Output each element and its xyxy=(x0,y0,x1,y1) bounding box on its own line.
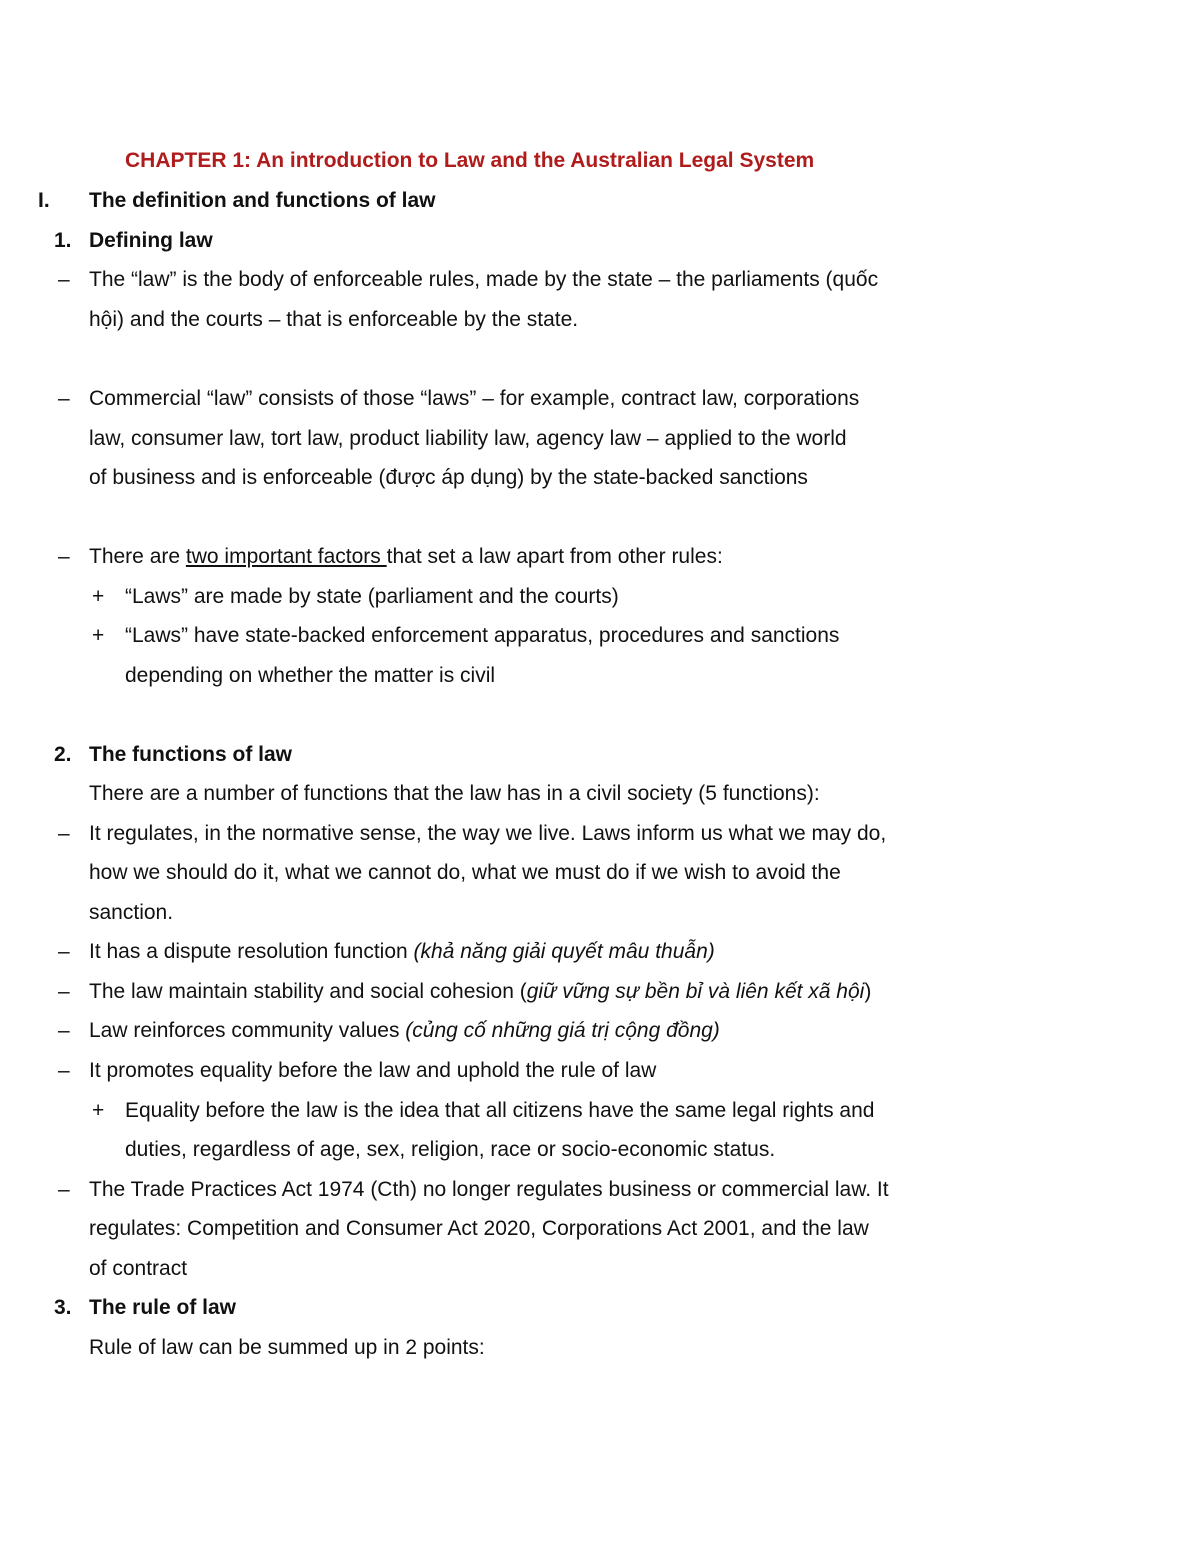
bullet-dash: – xyxy=(58,387,70,410)
paragraph-line: Equality before the law is the idea that all citizens have the same legal rights and xyxy=(125,1099,875,1122)
bullet-dash: – xyxy=(58,1178,70,1201)
subsection-heading: The functions of law xyxy=(89,743,292,766)
paragraph-line: of contract xyxy=(89,1257,188,1280)
paragraph-line xyxy=(89,979,871,1005)
paragraph-line: depending on whether the matter is civil xyxy=(125,664,496,687)
italic-text: (củng cố những giá trị cộng đồng) xyxy=(405,1019,720,1042)
text-run: There are xyxy=(89,545,186,568)
paragraph-line xyxy=(89,939,715,965)
paragraph-line: of business and is enforceable (được áp dụng) by the state-backed sanctions xyxy=(89,466,808,489)
bullet-plus: + xyxy=(92,585,105,608)
paragraph-line: how we should do it, what we cannot do, what we must do if we wish to avoid the xyxy=(89,861,841,884)
paragraph-line xyxy=(89,1018,720,1044)
section-heading: The definition and functions of law xyxy=(89,189,436,212)
paragraph-line: Rule of law can be summed up in 2 points: xyxy=(89,1336,485,1359)
subsection-marker: 2. xyxy=(54,743,72,766)
paragraph-line: “Laws” have state-backed enforcement apparatus, procedures and sanctions xyxy=(125,624,840,647)
text-run: Law reinforces community values xyxy=(89,1019,406,1042)
text-run: The law maintain stability and social cohesion ( xyxy=(89,980,527,1003)
subsection-marker: 1. xyxy=(54,229,72,252)
subsection-marker: 3. xyxy=(54,1296,72,1319)
paragraph-line: duties, regardless of age, sex, religion, race or socio-economic status. xyxy=(125,1138,776,1161)
chapter-title: CHAPTER 1: An introduction to Law and the Australian Legal System xyxy=(125,149,815,172)
paragraph-line: “Laws” are made by state (parliament and the courts) xyxy=(125,585,619,608)
bullet-dash: – xyxy=(58,1059,70,1082)
bullet-dash: – xyxy=(58,980,70,1003)
paragraph-line xyxy=(89,544,723,570)
paragraph-line: There are a number of functions that the law has in a civil society (5 functions): xyxy=(89,782,820,805)
paragraph-line: hội) and the courts – that is enforceable by the state. xyxy=(89,308,579,331)
paragraph-line: The Trade Practices Act 1974 (Cth) no longer regulates business or commercial law. It xyxy=(89,1178,889,1201)
underlined-text: two important factors xyxy=(185,545,387,568)
bullet-dash: – xyxy=(58,822,70,845)
italic-text: giữ vững sự bền bỉ và liên kết xã hội xyxy=(526,980,865,1003)
paragraph-line: It promotes equality before the law and uphold the rule of law xyxy=(89,1059,657,1082)
text-run: that set a law apart from other rules: xyxy=(386,545,723,568)
paragraph-line: law, consumer law, tort law, product liability law, agency law – applied to the world xyxy=(89,427,847,450)
text-run: ) xyxy=(864,980,872,1003)
bullet-dash: – xyxy=(58,940,70,963)
bullet-plus: + xyxy=(92,1099,105,1122)
bullet-dash: – xyxy=(58,1019,70,1042)
subsection-heading: The rule of law xyxy=(89,1296,237,1319)
text-run: It has a dispute resolution function xyxy=(89,940,414,963)
bullet-dash: – xyxy=(58,545,70,568)
paragraph-line: Commercial “law” consists of those “laws” – for example, contract law, corporations xyxy=(89,387,860,410)
bullet-dash: – xyxy=(58,268,70,291)
italic-text: (khả năng giải quyết mâu thuẫn) xyxy=(413,940,715,963)
paragraph-line: The “law” is the body of enforceable rules, made by the state – the parliaments (quốc xyxy=(89,268,879,291)
section-marker: I. xyxy=(38,189,50,212)
paragraph-line: It regulates, in the normative sense, the way we live. Laws inform us what we may do, xyxy=(89,822,887,845)
bullet-plus: + xyxy=(92,624,105,647)
paragraph-line: regulates: Competition and Consumer Act 2020, Corporations Act 2001, and the law xyxy=(89,1217,869,1240)
subsection-heading: Defining law xyxy=(89,229,213,252)
paragraph-line: sanction. xyxy=(89,901,174,924)
